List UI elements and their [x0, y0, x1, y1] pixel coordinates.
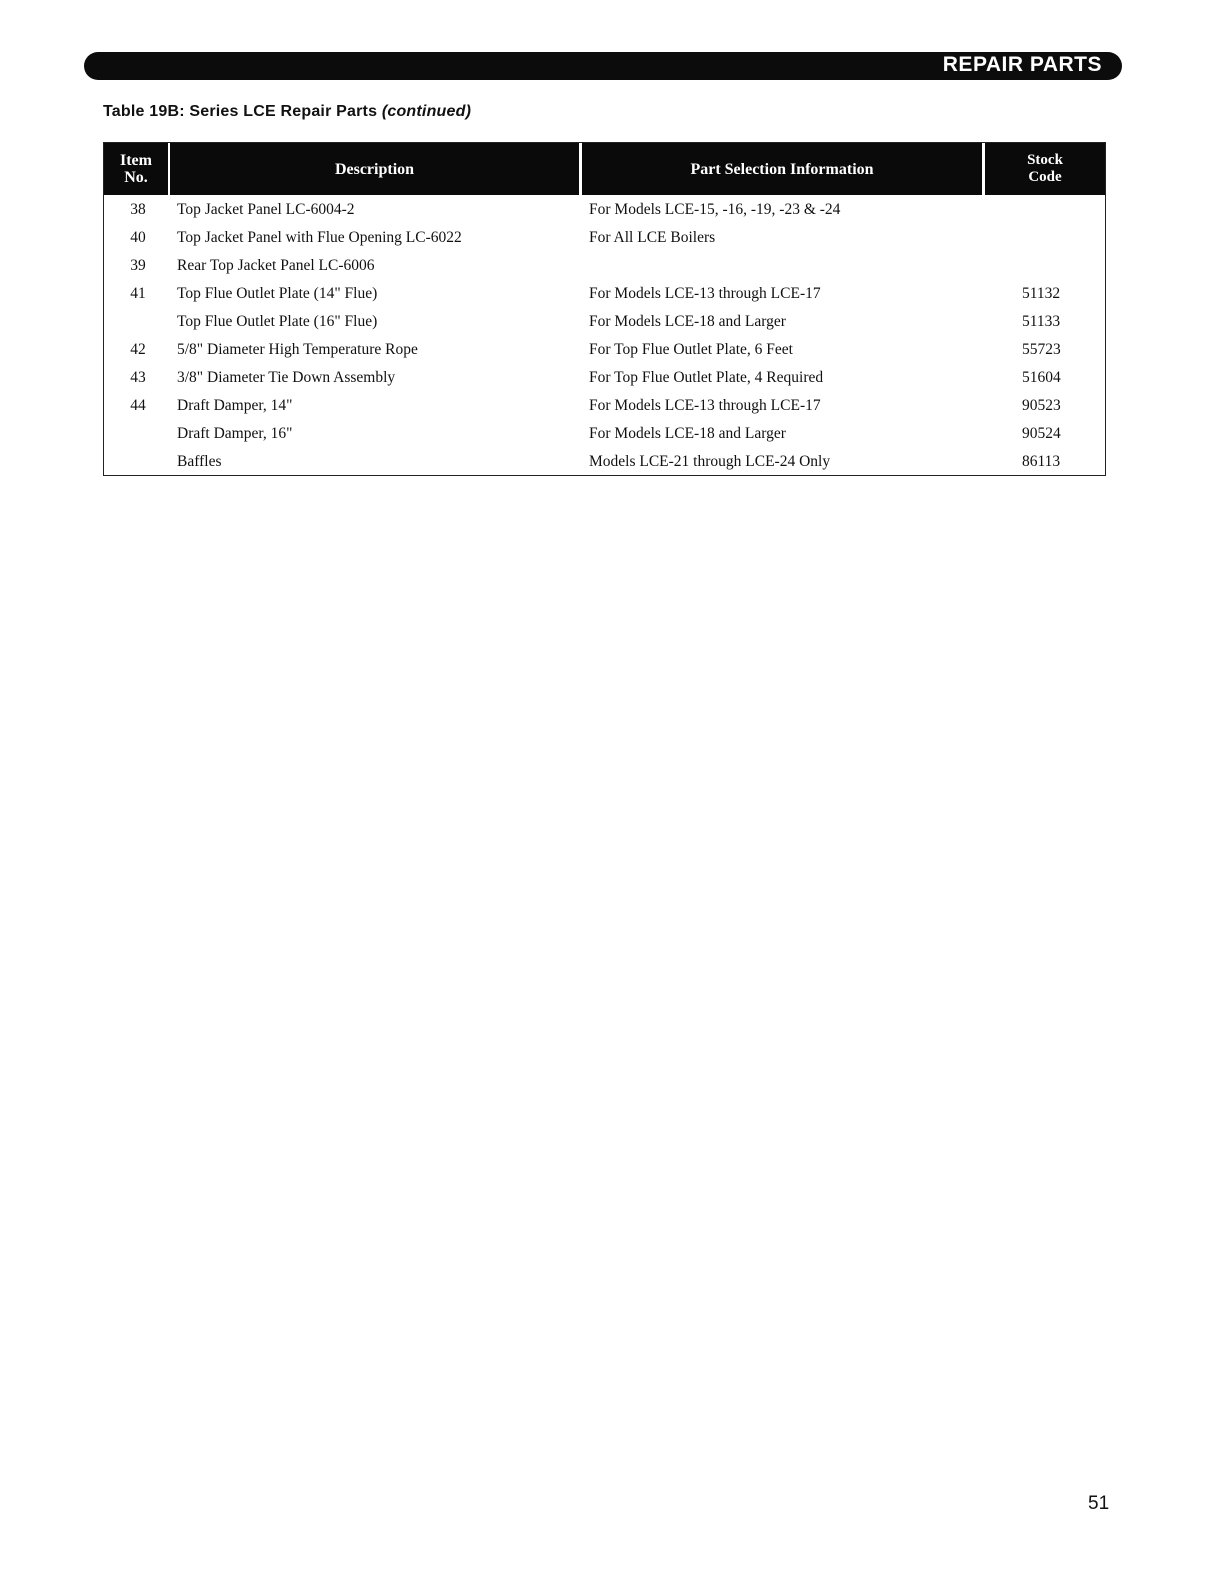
table-title-text: Table 19B: Series LCE Repair Parts: [103, 103, 378, 120]
part-selection-info: Models LCE-21 through LCE-24 Only: [589, 453, 831, 470]
stock-code: 51133: [1022, 313, 1061, 330]
part-description: Top Flue Outlet Plate (14" Flue): [177, 285, 378, 302]
part-description: Draft Damper, 14": [177, 397, 293, 414]
column-header-item-line1: Item: [120, 152, 152, 169]
page-number: 51: [1088, 1493, 1110, 1514]
part-selection-info: For Top Flue Outlet Plate, 4 Required: [589, 369, 824, 386]
item-number: 38: [130, 201, 146, 218]
item-number: 41: [130, 285, 146, 302]
part-selection-info: For Models LCE-13 through LCE-17: [589, 285, 821, 302]
item-number: 39: [130, 257, 146, 274]
stock-code: 90524: [1022, 425, 1061, 442]
table-row: [104, 201, 1104, 229]
column-header-stock-line1: Stock: [1027, 152, 1063, 168]
stock-code: 86113: [1022, 453, 1061, 470]
table-row: [104, 285, 1104, 313]
part-description: Baffles: [177, 453, 222, 470]
item-number: 40: [130, 229, 146, 246]
column-header-description: Description: [170, 143, 579, 195]
column-header-part-selection: Part Selection Information: [582, 143, 982, 195]
table-row: [104, 313, 1104, 341]
stock-code: 51604: [1022, 369, 1061, 386]
column-header-item-no: [104, 143, 168, 195]
table-title: [103, 103, 471, 121]
part-description: Top Flue Outlet Plate (16" Flue): [177, 313, 378, 330]
stock-code: 55723: [1022, 341, 1061, 358]
part-selection-info: For Models LCE-13 through LCE-17: [589, 397, 821, 414]
item-number: 44: [130, 397, 146, 414]
table-title-suffix: (continued): [381, 103, 472, 120]
table-row: [104, 397, 1104, 425]
stock-code: 90523: [1022, 397, 1061, 414]
table-row: [104, 369, 1104, 397]
part-description: Top Jacket Panel LC-6004-2: [177, 201, 355, 218]
section-label: REPAIR PARTS: [942, 53, 1102, 76]
column-header-item-line2: No.: [124, 169, 148, 186]
part-selection-info: For All LCE Boilers: [589, 229, 716, 246]
part-description: 3/8" Diameter Tie Down Assembly: [177, 369, 396, 386]
part-description: Draft Damper, 16": [177, 425, 293, 442]
stock-code: 51132: [1022, 285, 1061, 302]
part-description: Top Jacket Panel with Flue Opening LC-6022: [177, 229, 462, 246]
part-selection-info: For Models LCE-15, -16, -19, -23 & -24: [589, 201, 841, 218]
column-header-stock-code: [985, 143, 1105, 195]
table-row: [104, 257, 1104, 285]
table-row: [104, 229, 1104, 257]
part-description: Rear Top Jacket Panel LC-6006: [177, 257, 375, 274]
part-selection-info: For Models LCE-18 and Larger: [589, 425, 786, 442]
item-number: 42: [130, 341, 146, 358]
part-description: 5/8" Diameter High Temperature Rope: [177, 341, 418, 358]
part-selection-info: For Models LCE-18 and Larger: [589, 313, 786, 330]
repair-parts-table: [103, 142, 1106, 476]
table-row: [104, 425, 1104, 453]
column-header-stock-line2: Code: [1028, 169, 1062, 185]
section-banner: [84, 52, 1122, 80]
table-row: [104, 341, 1104, 369]
item-number: 43: [130, 369, 146, 386]
table-row: [104, 453, 1104, 481]
part-selection-info: For Top Flue Outlet Plate, 6 Feet: [589, 341, 793, 358]
